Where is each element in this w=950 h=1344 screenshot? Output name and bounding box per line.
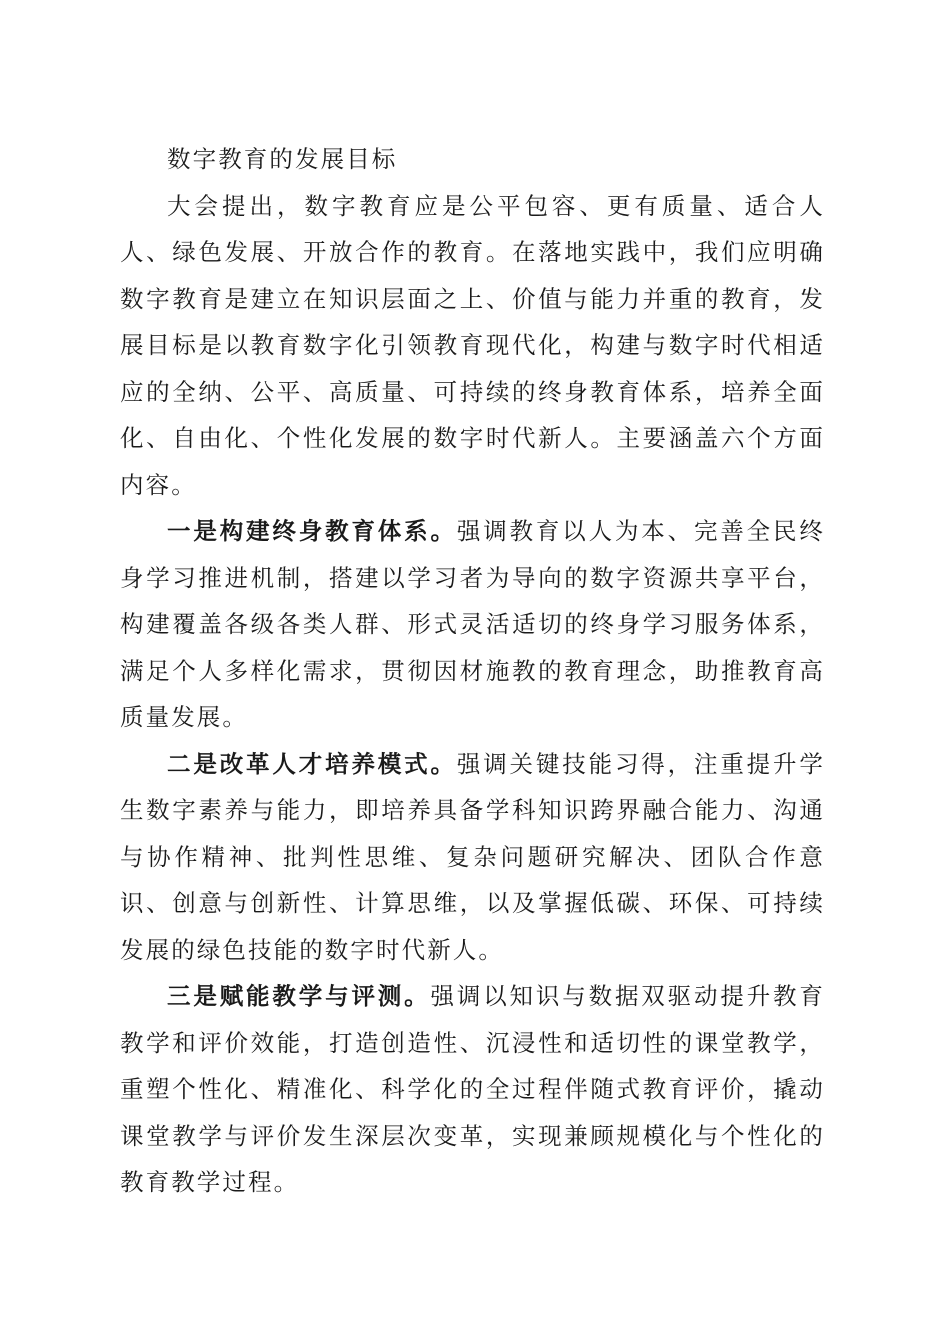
intro-paragraph: 大会提出，数字教育应是公平包容、更有质量、适合人人、绿色发展、开放合作的教育。在落地实践中，我们应明确数字教育是建立在知识层面之上、价值与能力并重的教育，发展目标是以教育数字化引领教育现代化，构建与数字时代相适应的全纳、公平、高质量、可持续的终身教育体系，培养全面化、自由化、个性化发展的数字时代新人。主要涵盖六个方面内容。 <box>120 191 825 499</box>
document-body <box>120 136 825 1206</box>
paragraph-1-lead: 一是构建终身教育体系。 <box>167 517 457 545</box>
section-heading: 数字教育的发展目标 <box>167 145 398 173</box>
paragraph-2-body: 强调关键技能习得，注重提升学生数字素养与能力，即培养具备学科知识跨界融合能力、沟通与协作精神、批判性思维、复杂问题研究解决、团队合作意识、创意与创新性、计算思维，以及掌握低碳、环保、可持续发展的绿色技能的数字时代新人。 <box>120 749 825 964</box>
paragraph-2 <box>120 741 825 974</box>
paragraph-3-body: 强调以知识与数据双驱动提升教育教学和评价效能，打造创造性、沉浸性和适切性的课堂教学，重塑个性化、精准化、科学化的全过程伴随式教育评价，撬动课堂教学与评价发生深层次变革，实现兼顾规模化与个性化的教育教学过程。 <box>120 982 825 1196</box>
paragraph-1-body: 强调教育以人为本、完善全民终身学习推进机制，搭建以学习者为导向的数字资源共享平台，构建覆盖各级各类人群、形式灵活适切的终身学习服务体系，满足个人多样化需求，贯彻因材施教的教育理念，助推教育高质量发展。 <box>120 517 825 731</box>
paragraph-3 <box>120 973 825 1206</box>
paragraph-3-lead: 三是赋能教学与评测。 <box>167 982 431 1010</box>
paragraph-2-lead: 二是改革人才培养模式。 <box>167 749 457 778</box>
paragraph-1 <box>120 508 825 741</box>
